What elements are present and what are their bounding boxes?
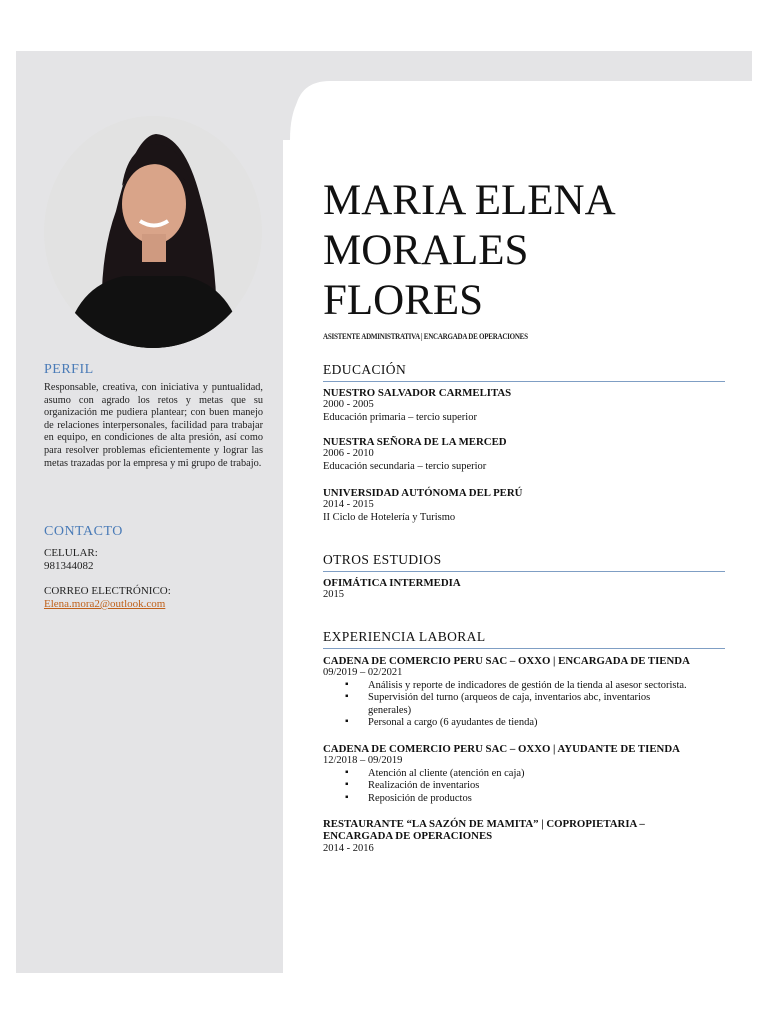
- contact-heading: CONTACTO: [44, 524, 123, 539]
- name-line-1: MARIA ELENA: [323, 177, 616, 224]
- email-label: CORREO ELECTRÓNICO:: [44, 585, 171, 597]
- name-line-3: FLORES: [323, 277, 484, 324]
- job-duties: [323, 680, 725, 730]
- education-item: [323, 387, 725, 424]
- job-title: CADENA DE COMERCIO PERU SAC – OXXO | ENCARGADA DE TIENDA: [323, 655, 690, 667]
- phone-label: CELULAR:: [44, 547, 98, 559]
- school-years: 2014 - 2015: [323, 499, 374, 511]
- other-study-item: [323, 577, 725, 602]
- profile-text: Responsable, creativa, con iniciativa y puntualidad, asumo con agrado los retos y metas que su organización me pudiera plantear; con buen manejo de relaciones interpersonales, facilidad para trabajar en equipo, en condiciones de alta presión, así como para resolver problemas eficientemente y lograr las metas trazadas por la empresa y mi grupo de trabajo.: [44, 382, 263, 469]
- experience-item: [323, 818, 703, 855]
- email-link[interactable]: Elena.mora2@outlook.com: [44, 598, 166, 610]
- job-title: RESTAURANTE “LA SAZÓN DE MAMITA” | COPROPIETARIA – ENCARGADA DE OPERACIONES: [323, 818, 645, 843]
- other-studies-heading: OTROS ESTUDIOS: [323, 552, 725, 572]
- school-name: NUESTRA SEÑORA DE LA MERCED: [323, 436, 507, 448]
- duty-item: ▪ Reposición de productos: [368, 793, 725, 805]
- school-detail: II Ciclo de Hotelería y Turismo: [323, 511, 456, 523]
- duty-item: ▪ Supervisión del turno (arqueos de caja, inventarios abc, inventarios generales): [368, 692, 725, 717]
- school-detail: Educación secundaria – tercio superior: [323, 460, 487, 472]
- experience-heading: EXPERIENCIA LABORAL: [323, 629, 725, 649]
- duty-item: ▪ Realización de inventarios: [368, 780, 725, 792]
- job-dates: 09/2019 – 02/2021: [323, 667, 403, 679]
- profile-heading: PERFIL: [44, 362, 94, 377]
- school-name: NUESTRO SALVADOR CARMELITAS: [323, 387, 512, 399]
- duty-item: ▪ Personal a cargo (6 ayudantes de tienda): [368, 717, 725, 729]
- education-item: [323, 436, 725, 473]
- job-duties: [323, 768, 725, 805]
- education-item: [323, 487, 725, 524]
- duty-item: ▪ Análisis y reporte de indicadores de gestión de la tienda al asesor sectorista.: [368, 680, 725, 692]
- profile-photo: [44, 116, 262, 348]
- school-years: 2000 - 2005: [323, 399, 374, 411]
- study-title: OFIMÁTICA INTERMEDIA: [323, 577, 461, 589]
- name-line-2: MORALES: [323, 227, 529, 274]
- study-years: 2015: [323, 589, 344, 601]
- experience-item: [323, 655, 725, 729]
- full-name: [323, 176, 616, 326]
- job-subtitle: ASISTENTE ADMINISTRATIVA | ENCARGADA DE OPERACIONES: [323, 332, 528, 341]
- experience-item: [323, 743, 725, 805]
- job-title: CADENA DE COMERCIO PERU SAC – OXXO | AYUDANTE DE TIENDA: [323, 743, 680, 755]
- school-name: UNIVERSIDAD AUTÓNOMA DEL PERÚ: [323, 487, 523, 499]
- duty-item: ▪ Atención al cliente (atención en caja): [368, 768, 725, 780]
- job-dates: 2014 - 2016: [323, 842, 374, 854]
- school-detail: Educación primaria – tercio superior: [323, 411, 477, 423]
- portrait-illustration: [44, 116, 262, 348]
- school-years: 2006 - 2010: [323, 448, 374, 460]
- job-dates: 12/2018 – 09/2019: [323, 755, 403, 767]
- education-heading: EDUCACIÓN: [323, 362, 725, 382]
- phone-number: 981344082: [44, 560, 94, 572]
